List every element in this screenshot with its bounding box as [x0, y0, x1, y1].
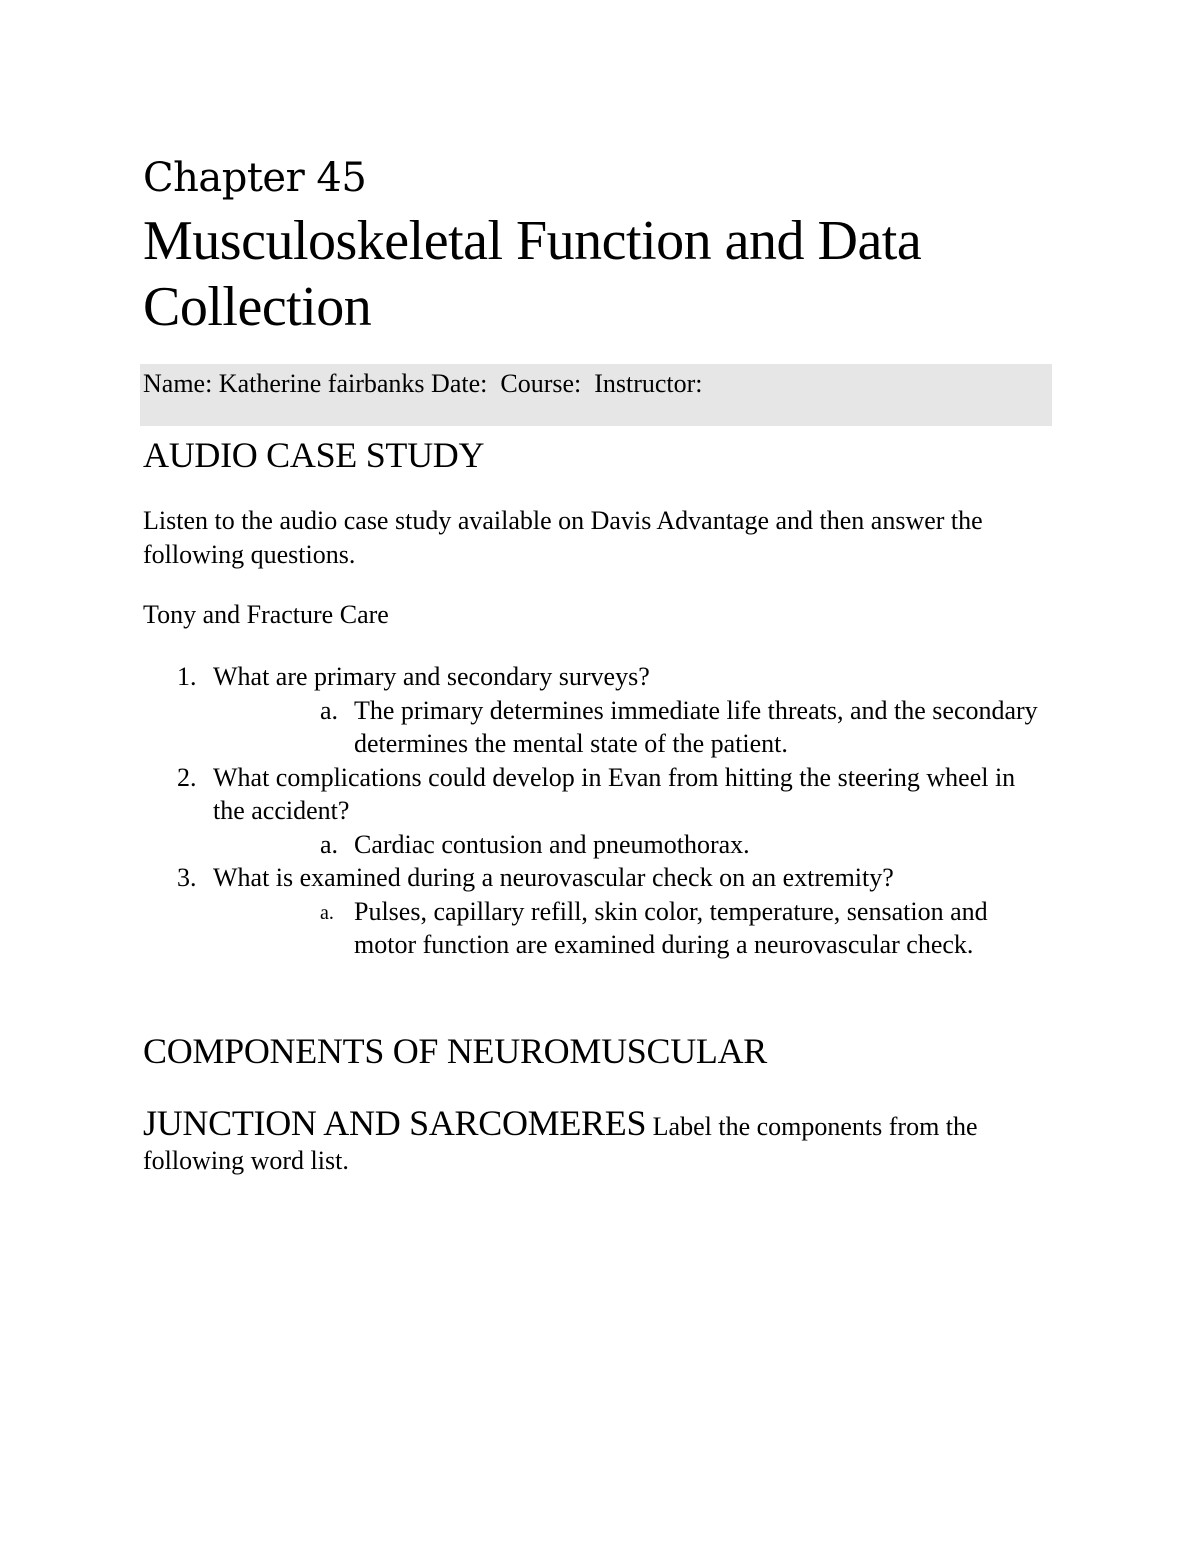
student-info-bar [140, 364, 1052, 426]
student-info-text: Name: Katherine fairbanks Date: Course: Instructor: [143, 369, 703, 398]
components-heading: COMPONENTS OF NEUROMUSCULAR [143, 1031, 767, 1071]
components-heading-line2: JUNCTION AND SARCOMERES [143, 1103, 647, 1143]
question-text: What complications could develop in Evan from hitting the steering wheel in the accident? [213, 762, 1016, 825]
question-number: 1. [177, 662, 197, 691]
question-list [143, 660, 1043, 962]
components-instructions: Label the components from the following word list. [143, 1112, 978, 1175]
question-item [143, 761, 1043, 828]
case-title: Tony and Fracture Care [143, 600, 389, 629]
audio-case-instructions: Listen to the audio case study available on Davis Advantage and then answer the following questions. [143, 506, 983, 569]
answer-item [143, 895, 1043, 962]
audio-case-study-heading: AUDIO CASE STUDY [143, 435, 485, 475]
answer-letter: a. [320, 901, 334, 924]
answer-item [143, 828, 1043, 862]
question-text: What is examined during a neurovascular check on an extremity? [213, 863, 894, 892]
components-heading-continued [143, 1103, 1043, 1178]
question-item [143, 660, 1043, 694]
page-title: Musculoskeletal Function and Data Collection [143, 210, 922, 338]
answer-item [143, 694, 1043, 761]
answer-text: Pulses, capillary refill, skin color, temperature, sensation and motor function are examined during a neurovascular check. [354, 896, 988, 959]
question-number: 3. [177, 863, 197, 892]
question-item [143, 861, 1043, 895]
answer-text: Cardiac contusion and pneumothorax. [354, 829, 750, 859]
answer-letter: a. [320, 695, 339, 725]
chapter-label: Chapter 45 [143, 155, 367, 201]
question-text: What are primary and secondary surveys? [213, 662, 650, 691]
question-number: 2. [177, 762, 197, 792]
answer-text: The primary determines immediate life threats, and the secondary determines the mental state of the patient. [354, 695, 1038, 758]
answer-letter: a. [320, 829, 339, 859]
